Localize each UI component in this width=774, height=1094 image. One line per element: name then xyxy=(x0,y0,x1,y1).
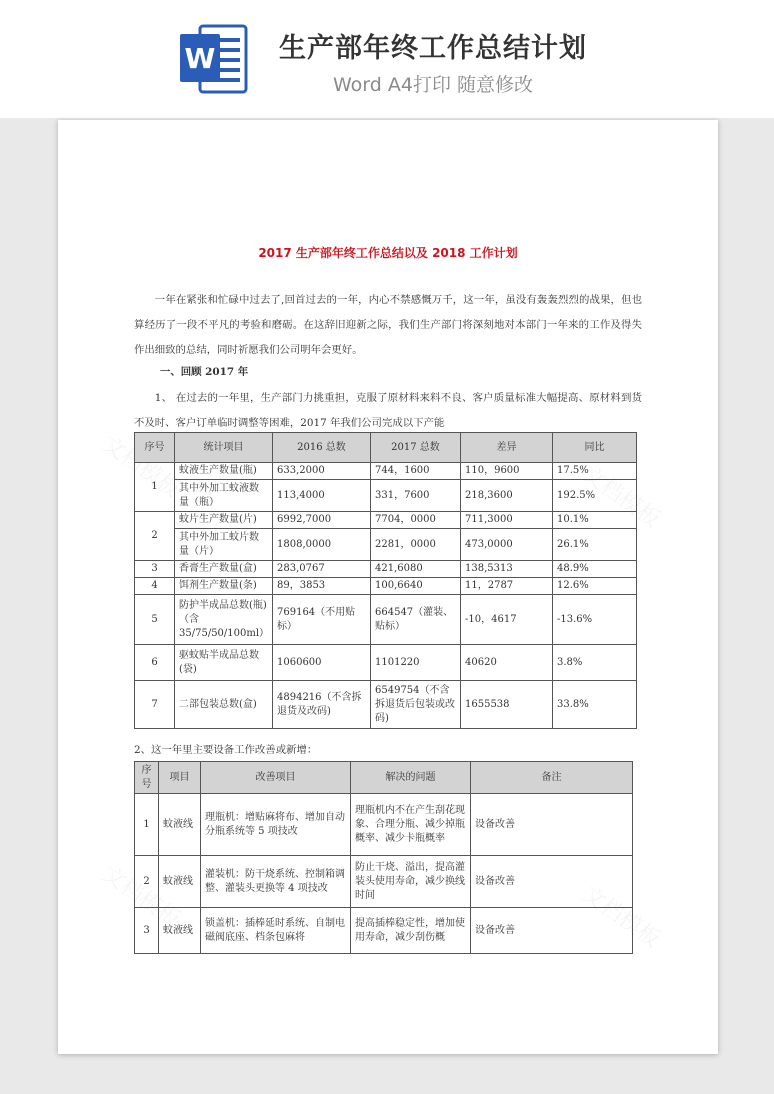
table-cell: 711,3000 xyxy=(461,512,553,529)
header-cell: 差异 xyxy=(461,433,553,463)
header-cell: 解决的问题 xyxy=(351,762,471,794)
header-cell: 统计项目 xyxy=(175,433,273,463)
table-cell: -10，4617 xyxy=(461,595,553,645)
table-cell: 10.1% xyxy=(553,512,637,529)
table-cell: 769164（不用贴标） xyxy=(273,595,371,645)
table-row xyxy=(135,463,637,480)
row-index: 1 xyxy=(135,463,175,512)
header-cell: 序号 xyxy=(135,762,159,794)
table-row xyxy=(135,529,637,561)
table-header-row xyxy=(135,762,633,794)
table-cell: 110，9600 xyxy=(461,463,553,480)
table-cell: 473,0000 xyxy=(461,529,553,561)
header-cell: 2017 总数 xyxy=(371,433,461,463)
table-cell: 7704，0000 xyxy=(371,512,461,529)
table-cell: 12.6% xyxy=(553,578,637,595)
row-index: 3 xyxy=(135,908,159,954)
table-cell: 设备改善 xyxy=(471,908,633,954)
table-cell: 锁盖机：插棒延时系统、自制电磁阀底座、档条包麻将 xyxy=(201,908,351,954)
table-cell: 蚊液线 xyxy=(159,856,201,908)
table-cell: 防护半成品总数(瓶)（含35/75/50/100ml） xyxy=(175,595,273,645)
banner-title: 生产部年终工作总结计划 xyxy=(279,33,587,64)
table-cell: 蚊液线 xyxy=(159,794,201,856)
table-cell: 1060600 xyxy=(273,645,371,681)
table-cell: 331，7600 xyxy=(371,480,461,512)
table-cell: 理瓶机内不在产生刮花现象、合理分瓶、减少掉瓶概率、减少卡瓶概率 xyxy=(351,794,471,856)
equipment-table xyxy=(134,761,633,954)
table-cell: 192.5% xyxy=(553,480,637,512)
table-cell: 40620 xyxy=(461,645,553,681)
table-cell: 2281，0000 xyxy=(371,529,461,561)
table-cell: 26.1% xyxy=(553,529,637,561)
header-cell: 同比 xyxy=(553,433,637,463)
table-cell: 提高插棒稳定性，增加使用寿命，减少刮伤概 xyxy=(351,908,471,954)
table-row xyxy=(135,512,637,529)
table-cell: 4894216（不含拆退货及改码) xyxy=(273,681,371,729)
header-cell: 项目 xyxy=(159,762,201,794)
equipment-paragraph: 2、这一年里主要设备工作改善或新增： xyxy=(134,744,318,756)
table-header-row xyxy=(135,433,637,463)
table-row xyxy=(135,578,637,595)
table-cell: 218,3600 xyxy=(461,480,553,512)
table-row xyxy=(135,794,633,856)
header-cell: 备注 xyxy=(471,762,633,794)
row-index: 4 xyxy=(135,578,175,595)
row-index: 2 xyxy=(135,856,159,908)
table-cell: 1655538 xyxy=(461,681,553,729)
intro-paragraph: 一年在紧张和忙碌中过去了,回首过去的一年，内心不禁感慨万千，这一年，虽没有轰轰烈烈的战果，但也算经历了一段不平凡的考验和磨砺。在这辞旧迎新之际，我们生产部门将深刻地对本部门一年来的工作及得失作出细致的总结，同时祈愿我们公司明年会更好。 xyxy=(134,294,642,356)
template-banner xyxy=(0,0,774,118)
table-row xyxy=(135,681,637,729)
row-index: 6 xyxy=(135,645,175,681)
table-cell: 其中外加工蚊片数量（片） xyxy=(175,529,273,561)
table-cell: 驱蚊贴半成品总数(袋) xyxy=(175,645,273,681)
header-cell: 2016 总数 xyxy=(273,433,371,463)
table-cell: 香膏生产数量(盒) xyxy=(175,561,273,578)
row-index: 5 xyxy=(135,595,175,645)
table-cell: 理瓶机：增贴麻将布、增加自动分瓶系统等 5 项技改 xyxy=(201,794,351,856)
document-page xyxy=(58,120,718,1054)
section-heading: 一、回顾 2017 年 xyxy=(160,366,249,378)
table-row xyxy=(135,645,637,681)
table-cell: 3.8% xyxy=(553,645,637,681)
word-logo-icon xyxy=(178,22,250,96)
table-cell: 89，3853 xyxy=(273,578,371,595)
table-cell: 防止干烧、溢出，提高灌装头使用寿命，减少换线时间 xyxy=(351,856,471,908)
row-index: 1 xyxy=(135,794,159,856)
table-cell: -13.6% xyxy=(553,595,637,645)
table-cell: 蚊片生产数量(片) xyxy=(175,512,273,529)
banner-subtitle: Word A4打印 随意修改 xyxy=(332,74,533,96)
table-cell: 633,2000 xyxy=(273,463,371,480)
table-cell: 744，1600 xyxy=(371,463,461,480)
header-cell: 序号 xyxy=(135,433,175,463)
table-cell: 11，2787 xyxy=(461,578,553,595)
document-title: 2017 生产部年终工作总结以及 2018 工作计划 xyxy=(258,246,518,260)
table-row xyxy=(135,480,637,512)
table-row xyxy=(135,561,637,578)
table-row xyxy=(135,908,633,954)
table-cell: 1808,0000 xyxy=(273,529,371,561)
table-cell: 其中外加工蚊液数量（瓶） xyxy=(175,480,273,512)
table-cell: 饵剂生产数量(条) xyxy=(175,578,273,595)
table-cell: 6992,7000 xyxy=(273,512,371,529)
table-cell: 17.5% xyxy=(553,463,637,480)
table-cell: 664547（灌装、贴标） xyxy=(371,595,461,645)
capacity-paragraph: 1、 在过去的一年里，生产部门力挑重担，克服了原材料来料不良、客户质量标准大幅提高、原材料到货不及时、客户订单临时调整等困难，2017 年我们公司完成以下产能 xyxy=(134,392,642,429)
table-cell: 48.9% xyxy=(553,561,637,578)
svg-text:W: W xyxy=(184,42,216,75)
table-cell: 灌装机：防干烧系统、控制箱调整、灌装头更换等 4 项技改 xyxy=(201,856,351,908)
table-cell: 设备改善 xyxy=(471,794,633,856)
table-cell: 蚊液线 xyxy=(159,908,201,954)
capacity-table xyxy=(134,432,637,729)
table-cell: 138,5313 xyxy=(461,561,553,578)
table-cell: 113,4000 xyxy=(273,480,371,512)
table-cell: 6549754（不含拆退货后包装或改码) xyxy=(371,681,461,729)
table-cell: 421,6080 xyxy=(371,561,461,578)
header-cell: 改善项目 xyxy=(201,762,351,794)
table-cell: 蚊液生产数量(瓶) xyxy=(175,463,273,480)
row-index: 2 xyxy=(135,512,175,561)
table-cell: 二部包装总数(盒) xyxy=(175,681,273,729)
table-row xyxy=(135,856,633,908)
table-cell: 设备改善 xyxy=(471,856,633,908)
row-index: 7 xyxy=(135,681,175,729)
table-cell: 1101220 xyxy=(371,645,461,681)
table-row xyxy=(135,595,637,645)
table-cell: 100,6640 xyxy=(371,578,461,595)
table-cell: 283,0767 xyxy=(273,561,371,578)
row-index: 3 xyxy=(135,561,175,578)
table-cell: 33.8% xyxy=(553,681,637,729)
